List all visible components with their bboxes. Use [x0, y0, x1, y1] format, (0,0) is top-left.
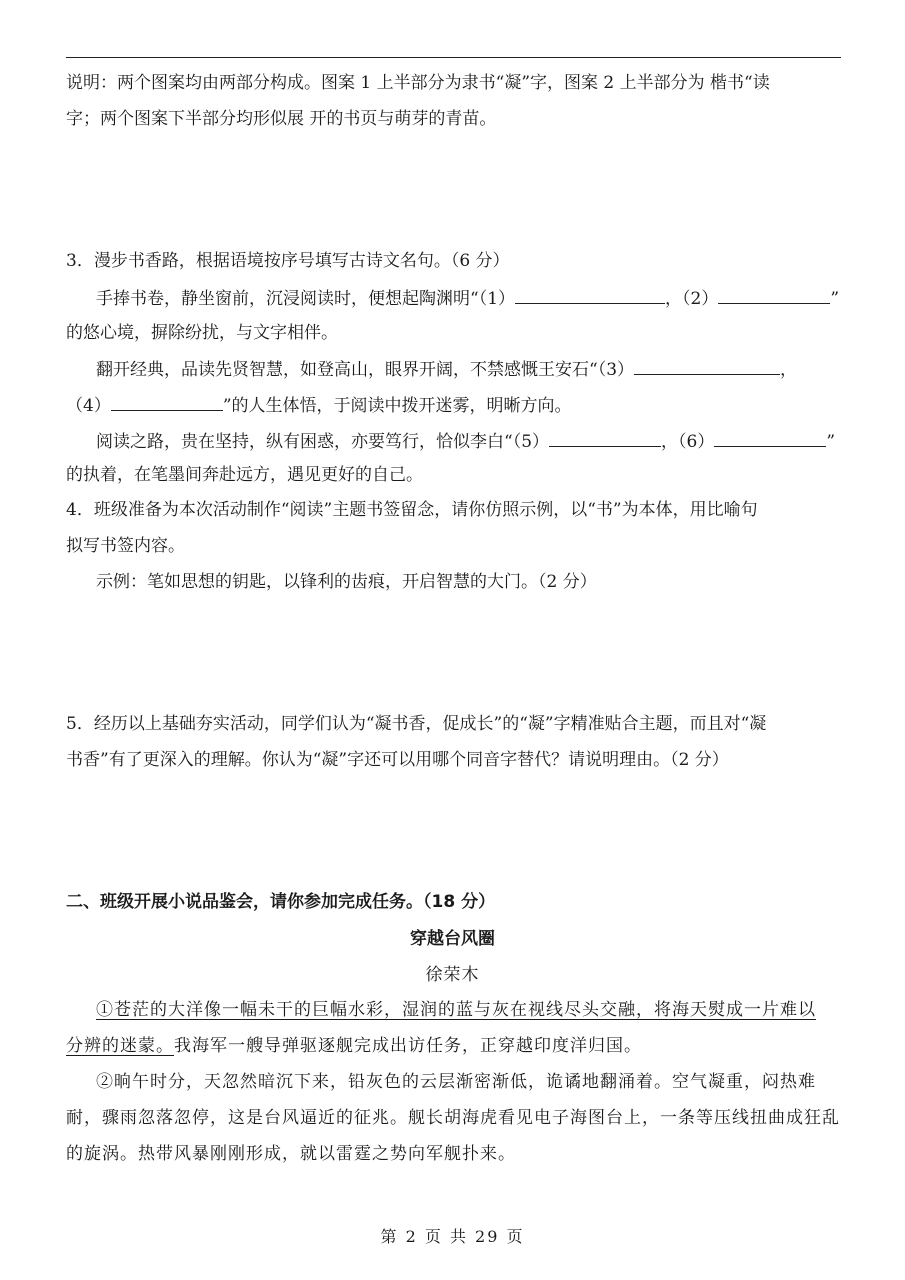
- q4-example: 示例：笔如思想的钥匙，以锋利的齿痕，开启智慧的大门。（2 分）: [96, 572, 597, 592]
- story-author: 徐荣木: [425, 965, 480, 985]
- q3-para-1-cont: 的悠心境，摒除纷扰，与文字相伴。: [66, 323, 338, 343]
- q4-line-2: 拟写书签内容。: [66, 536, 185, 556]
- answer-blank-5[interactable]: [549, 428, 661, 447]
- q3-para-1: 手捧书卷，静坐窗前，沉浸阅读时，便想起陶渊明“（1） ，（2） ”: [96, 285, 876, 311]
- story-para-2: ②晌午时分，天忽然暗沉下来，铅灰色的云层渐密渐低，诡谲地翻涌着。空气凝重，闷热难: [96, 1072, 816, 1092]
- q3-title: 3．漫步书香路，根据语境按序号填写古诗文名句。（6 分）: [66, 251, 510, 271]
- answer-blank-4[interactable]: [111, 392, 223, 411]
- answer-blank-6[interactable]: [714, 428, 826, 447]
- page-number: 第 2 页 共 29 页: [380, 1227, 525, 1246]
- answer-blank-1[interactable]: [515, 285, 665, 304]
- q3-para-3: 阅读之路，贵在坚持，纵有困惑，亦要笃行，恰似李白“（5） ，（6） ”: [96, 428, 876, 454]
- header-rule: [66, 57, 841, 58]
- section-2-heading: 二、班级开展小说品鉴会，请你参加完成任务。（18 分）: [66, 892, 496, 912]
- note-line-2: 字；两个图案下半部分均形似展 开的书页与萌芽的青苗。: [66, 109, 497, 129]
- story-para-2-cont-2: 的旋涡。热带风暴刚刚形成，就以雷霆之势向军舰扑来。: [66, 1144, 516, 1164]
- answer-blank-3[interactable]: [634, 356, 780, 375]
- q5-line-1: 5．经历以上基础夯实活动，同学们认为“凝书香，促成长”的“凝”字精准贴合主题，而且对“凝: [66, 714, 767, 734]
- story-para-1-cont: 分辨的迷蒙。我海军一艘导弹驱逐舰完成出访任务，正穿越印度洋归国。: [66, 1036, 642, 1056]
- note-line-1: 说明：两个图案均由两部分构成。图案 1 上半部分为隶书“凝”字，图案 2 上半部分为 楷书“读: [66, 73, 770, 93]
- story-title: 穿越台风圈: [410, 929, 495, 949]
- q4-line-1: 4．班级准备为本次活动制作“阅读”主题书签留念，请你仿照示例，以“书”为本体，用比喻句: [66, 500, 758, 520]
- answer-blank-2[interactable]: [718, 285, 830, 304]
- q3-para-2-cont: （4） ”的人生体悟，于阅读中拨开迷雾，明晰方向。: [66, 392, 846, 418]
- q3-para-3-cont: 的执着，在笔墨间奔赴远方，遇见更好的自己。: [66, 465, 423, 485]
- story-para-2-cont-1: 耐，骤雨忽落忽停，这是台风逼近的征兆。舰长胡海虎看见电子海图台上，一条等压线扭曲成狂乱: [66, 1108, 840, 1128]
- story-para-1: ①苍茫的大洋像一幅未干的巨幅水彩，湿润的蓝与灰在视线尽头交融，将海天熨成一片难以: [96, 1000, 816, 1020]
- q3-para-2: 翻开经典，品读先贤智慧，如登高山，眼界开阔，不禁感慨王安石“（3） ，: [96, 356, 876, 382]
- q5-line-2: 书香”有了更深入的理解。你认为“凝”字还可以用哪个同音字替代？请说明理由。（2 分）: [66, 750, 729, 770]
